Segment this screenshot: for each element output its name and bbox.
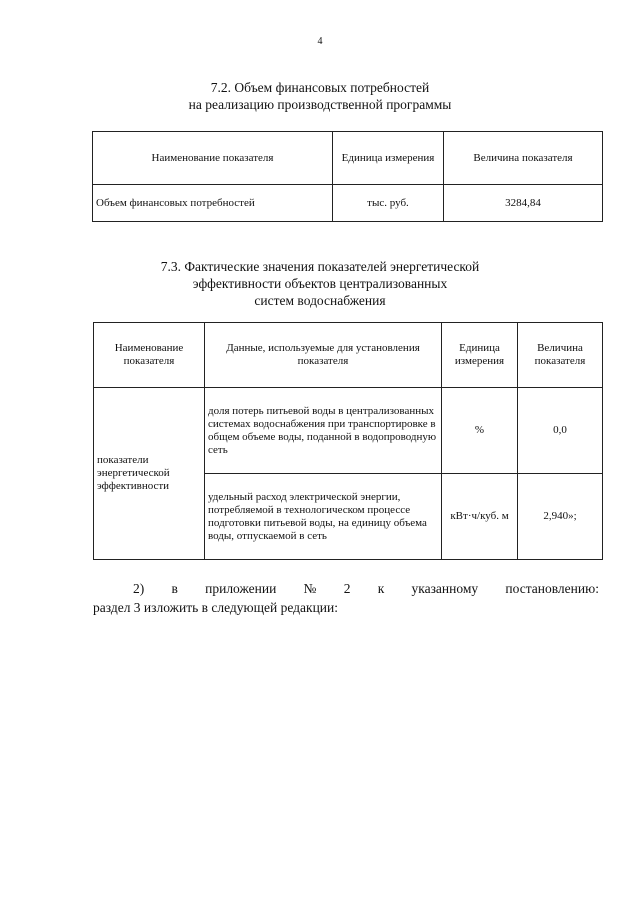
cell-unit: % <box>442 388 518 474</box>
word: 2) <box>133 581 145 596</box>
header-data: Данные, используемые для установления показателя <box>205 323 442 388</box>
word: к <box>377 581 385 596</box>
word: указанному <box>411 581 479 596</box>
cell-unit: кВт·ч/куб. м <box>442 474 518 560</box>
header-indicator-name: Наименование показателя <box>93 132 333 185</box>
cell-indicator-name: показатели энергетической эффективности <box>94 388 205 560</box>
cell-value: 3284,84 <box>444 185 603 222</box>
section-73-title-line3: систем водоснабжения <box>254 293 386 308</box>
header-indicator-name: Наименование показателя <box>94 323 205 388</box>
section-72-title-line1: 7.2. Объем финансовых потребностей <box>210 80 430 95</box>
word: 2 <box>343 581 351 596</box>
header-value: Величина показателя <box>444 132 603 185</box>
word: № <box>303 581 317 596</box>
header-unit: Единица измерения <box>333 132 444 185</box>
word: в <box>171 581 178 596</box>
financial-needs-table <box>92 131 603 222</box>
header-unit: Единица измерения <box>442 323 518 388</box>
word: постановлению: <box>505 581 599 596</box>
word: приложении <box>205 581 277 596</box>
table-row <box>93 185 603 222</box>
table-row <box>94 388 603 474</box>
cell-value: 0,0 <box>518 388 603 474</box>
header-value: Величина показателя <box>518 323 603 388</box>
cell-data: удельный расход электрической энергии, потребляемой в технологическом процессе подготовки питьевой воды, на единицу объема воды, отпускаемой в сеть <box>205 474 442 560</box>
paragraph-line1 <box>133 580 599 598</box>
cell-data: доля потерь питьевой воды в централизованных системах водоснабжения при транспортировке в общем объеме воды, поданной в водопроводную сеть <box>205 388 442 474</box>
cell-unit: тыс. руб. <box>333 185 444 222</box>
table-header-row <box>93 132 603 185</box>
paragraph-line2: раздел 3 изложить в следующей редакции: <box>93 600 339 615</box>
section-73-title-line2: эффективности объектов централизованных <box>192 276 448 291</box>
cell-value: 2,940»; <box>518 474 603 560</box>
energy-efficiency-table <box>93 322 603 560</box>
section-73-title-line1: 7.3. Фактические значения показателей энергетической <box>160 259 480 274</box>
cell-indicator-name: Объем финансовых потребностей <box>93 185 333 222</box>
page-number: 4 <box>317 36 323 47</box>
table-header-row <box>94 323 603 388</box>
section-72-title-line2: на реализацию производственной программы <box>188 97 452 112</box>
